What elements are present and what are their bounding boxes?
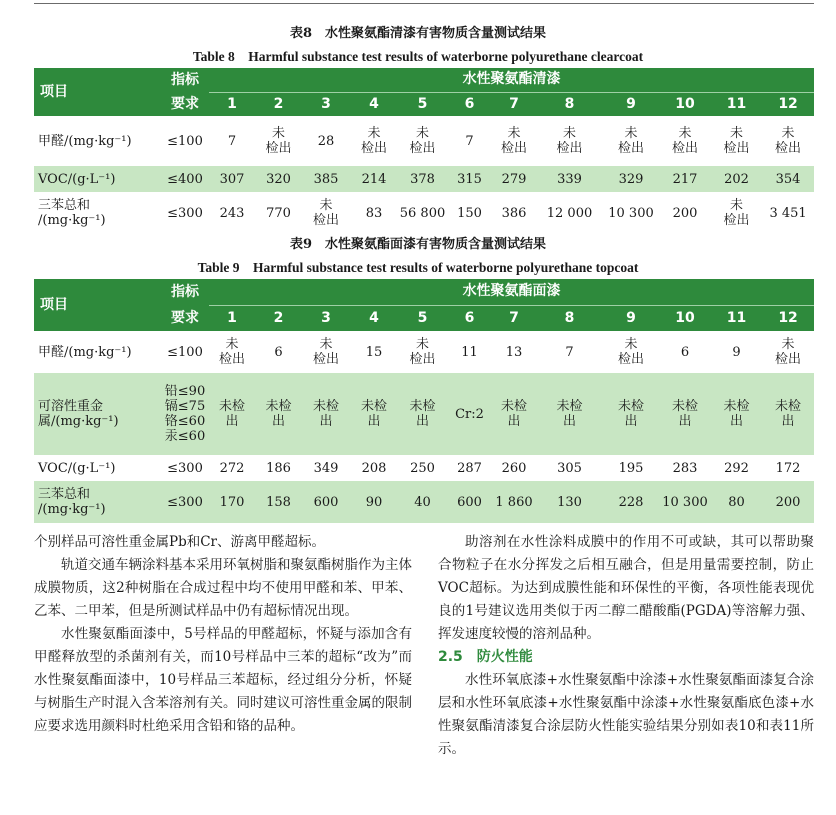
cell-value: 385	[302, 166, 350, 192]
row-item	[34, 455, 161, 481]
cell-value: 未检 出	[603, 373, 659, 455]
table-row	[34, 166, 814, 192]
row-item	[34, 192, 161, 234]
table8-body	[34, 68, 814, 234]
cell-value: 15	[350, 331, 398, 373]
cell-value: 10 300	[603, 192, 659, 234]
cell-value: 未 检出	[711, 192, 762, 234]
cell-value: 未检 出	[398, 373, 447, 455]
row-item-line: VOC/(g·L⁻¹)	[38, 171, 116, 187]
row-item-line: 三苯总和	[38, 487, 91, 502]
cell-value: 28	[302, 116, 350, 166]
cell-value: 250	[398, 455, 447, 481]
cell-value: 未 检出	[659, 116, 711, 166]
cell-value: 279	[492, 166, 536, 192]
row-item-line: 属/(mg·kg⁻¹)	[38, 414, 119, 429]
requirement-line: ≤300	[167, 494, 203, 510]
table-row	[34, 192, 814, 234]
cell-value: 未 检出	[302, 192, 350, 234]
cell-value: 272	[209, 455, 255, 481]
cell-value: 11	[447, 331, 492, 373]
cell-value: 200	[762, 481, 814, 523]
cell-value: 未 检出	[255, 116, 302, 166]
table8-caption-en: Table 8 Harmful substance test results of waterborne polyurethane clearcoat	[192, 49, 644, 64]
header-group: 水性聚氨酯清漆	[209, 68, 814, 92]
requirement-line: ≤400	[167, 171, 203, 187]
cell-value: 354	[762, 166, 814, 192]
row-requirement	[161, 116, 209, 166]
cell-value: 228	[603, 481, 659, 523]
cell-value: 83	[350, 192, 398, 234]
sample-number: 10	[659, 92, 711, 116]
cell-value: 770	[255, 192, 302, 234]
cell-value: 186	[255, 455, 302, 481]
header-row	[34, 68, 814, 92]
requirement-line: 镉≤75	[164, 399, 206, 414]
cell-value: 315	[447, 166, 492, 192]
row-item	[34, 481, 161, 523]
cell-value: 未 检出	[603, 116, 659, 166]
row-requirement	[161, 331, 209, 373]
cell-value: 202	[711, 166, 762, 192]
requirement-line: ≤100	[167, 344, 203, 360]
left-paragraph-2: 轨道交通车辆涂料基本采用环氧树脂和聚氨酯树脂作为主体成膜物质，这2种树脂在合成过程中均不使用甲醛和苯、甲苯、乙苯、二甲苯，但是所测试样品中仍有超标情况出现。	[34, 557, 412, 619]
cell-value: 200	[659, 192, 711, 234]
row-item-line: 甲醛/(mg·kg⁻¹)	[38, 133, 132, 149]
cell-value: 7	[536, 331, 603, 373]
cell-value: 287	[447, 455, 492, 481]
requirement-line: 汞≤60	[164, 429, 206, 444]
cell-value: 未 检出	[603, 331, 659, 373]
cell-value: 195	[603, 455, 659, 481]
left-paragraph-1: 个别样品可溶性重金属Pb和Cr、游离甲醛超标。	[34, 534, 326, 550]
cell-value: Cr:2	[447, 373, 492, 455]
row-requirement	[161, 373, 209, 455]
right-paragraph-1: 助溶剂在水性涂料成膜中的作用不可或缺，其可以帮助聚合物粒子在水分挥发之后相互融合，但是用量需要控制，防止VOC超标。为达到成膜性能和环保性的平衡，各项性能表现优良的1号建议选用类似于丙二醇二醋酸酯(PGDA)等溶解力强、挥发速度较慢的溶剂品种。	[438, 534, 814, 642]
sample-number: 5	[398, 92, 447, 116]
cell-value: 80	[711, 481, 762, 523]
table8	[34, 68, 814, 234]
cell-value: 214	[350, 166, 398, 192]
cell-value: 378	[398, 166, 447, 192]
cell-value: 未 检出	[209, 331, 255, 373]
sample-number: 7	[492, 92, 536, 116]
header-requirement: 指标	[161, 279, 209, 305]
sample-number: 12	[762, 92, 814, 116]
sample-number: 3	[302, 305, 350, 331]
sample-number: 11	[711, 92, 762, 116]
cell-value: 10 300	[659, 481, 711, 523]
table-row	[34, 455, 814, 481]
table9	[34, 279, 814, 523]
cell-value: 未检 出	[302, 373, 350, 455]
section-heading: 2.5 防火性能	[438, 649, 533, 665]
requirement-line: ≤300	[167, 205, 203, 221]
row-item-line: 可溶性重金	[38, 399, 104, 414]
cell-value: 未 检出	[711, 116, 762, 166]
sample-number: 5	[398, 305, 447, 331]
cell-value: 9	[711, 331, 762, 373]
cell-value: 170	[209, 481, 255, 523]
cell-value: 未检 出	[711, 373, 762, 455]
right-paragraph-2: 水性环氧底漆+水性聚氨酯中涂漆+水性聚氨酯面漆复合涂层和水性环氧底漆+水性聚氨酯中涂漆+水性聚氨酯底色漆+水性聚氨酯清漆复合涂层防火性能实验结果分别如表10和表11所示。	[438, 672, 814, 757]
cell-value: 未检 出	[350, 373, 398, 455]
cell-value: 329	[603, 166, 659, 192]
cell-value: 349	[302, 455, 350, 481]
sample-number: 12	[762, 305, 814, 331]
cell-value: 7	[447, 116, 492, 166]
row-item	[34, 166, 161, 192]
row-item	[34, 331, 161, 373]
top-rule	[34, 3, 814, 4]
cell-value: 305	[536, 455, 603, 481]
cell-value: 7	[209, 116, 255, 166]
cell-value: 6	[659, 331, 711, 373]
cell-value: 90	[350, 481, 398, 523]
cell-value: 未 检出	[492, 116, 536, 166]
cell-value: 320	[255, 166, 302, 192]
sample-number: 2	[255, 305, 302, 331]
cell-value: 600	[302, 481, 350, 523]
right-column	[438, 531, 814, 761]
row-item	[34, 116, 161, 166]
row-item-line: 三苯总和	[38, 198, 91, 213]
row-requirement	[161, 166, 209, 192]
sample-number: 8	[536, 305, 603, 331]
requirement-line: 铅≤90	[164, 384, 206, 399]
cell-value: 1 860	[492, 481, 536, 523]
table-row	[34, 481, 814, 523]
row-requirement	[161, 455, 209, 481]
requirement-line: ≤300	[167, 460, 203, 476]
header-item: 项目	[34, 279, 161, 331]
table-row	[34, 116, 814, 166]
cell-value: 未 检出	[302, 331, 350, 373]
cell-value: 未 检出	[350, 116, 398, 166]
header-row	[34, 279, 814, 305]
cell-value: 600	[447, 481, 492, 523]
sample-number: 11	[711, 305, 762, 331]
header-requirement: 指标	[161, 68, 209, 92]
cell-value: 未检 出	[659, 373, 711, 455]
sample-number: 4	[350, 305, 398, 331]
row-item	[34, 373, 161, 455]
cell-value: 56 800	[398, 192, 447, 234]
header-group: 水性聚氨酯面漆	[209, 279, 814, 305]
cell-value: 208	[350, 455, 398, 481]
left-paragraph-3: 水性聚氨酯面漆中，5号样品的甲醛超标，怀疑与添加含有甲醛释放型的杀菌剂有关，而10号样品中三苯的超标“改为”而水性聚氨酯面漆中，10号样品三苯超标，经过组分分析，怀疑与树脂生产时混入含苯溶剂有关。同时建议可溶性重金属的限制应要求选用颜料时杜绝采用含铅和铬的品种。	[34, 626, 412, 734]
table9-caption-en: Table 9 Harmful substance test results of waterborne polyurethane topcoat	[197, 260, 639, 275]
cell-value: 292	[711, 455, 762, 481]
sample-number: 1	[209, 305, 255, 331]
requirement-line: 铬≤60	[164, 414, 206, 429]
table-row	[34, 331, 814, 373]
row-item-line: VOC/(g·L⁻¹)	[38, 460, 116, 476]
cell-value: 未 检出	[762, 331, 814, 373]
header-requirement: 要求	[161, 305, 209, 331]
sample-number: 6	[447, 92, 492, 116]
requirement-line: ≤100	[167, 133, 203, 149]
cell-value: 130	[536, 481, 603, 523]
header-requirement: 要求	[161, 92, 209, 116]
cell-value: 307	[209, 166, 255, 192]
table-row	[34, 373, 814, 455]
cell-value: 未 检出	[398, 116, 447, 166]
cell-value: 172	[762, 455, 814, 481]
row-requirement	[161, 481, 209, 523]
row-item-line: /(mg·kg⁻¹)	[38, 502, 106, 517]
cell-value: 6	[255, 331, 302, 373]
cell-value: 未检 出	[492, 373, 536, 455]
table9-body	[34, 279, 814, 523]
cell-value: 283	[659, 455, 711, 481]
row-item-line: /(mg·kg⁻¹)	[38, 213, 106, 228]
table9-caption-cn: 表9 水性聚氨酯面漆有害物质含量测试结果	[289, 237, 547, 252]
header-item: 项目	[34, 68, 161, 116]
cell-value: 243	[209, 192, 255, 234]
cell-value: 40	[398, 481, 447, 523]
cell-value: 未 检出	[536, 116, 603, 166]
sample-number: 7	[492, 305, 536, 331]
cell-value: 12 000	[536, 192, 603, 234]
cell-value: 386	[492, 192, 536, 234]
sample-number: 9	[603, 305, 659, 331]
cell-value: 3 451	[762, 192, 814, 234]
sample-number: 8	[536, 92, 603, 116]
sample-number: 1	[209, 92, 255, 116]
cell-value: 未 检出	[398, 331, 447, 373]
cell-value: 217	[659, 166, 711, 192]
cell-value: 339	[536, 166, 603, 192]
cell-value: 158	[255, 481, 302, 523]
sample-number: 6	[447, 305, 492, 331]
cell-value: 未检 出	[536, 373, 603, 455]
cell-value: 260	[492, 455, 536, 481]
cell-value: 未检 出	[762, 373, 814, 455]
left-column	[34, 531, 412, 738]
cell-value: 13	[492, 331, 536, 373]
sample-number: 9	[603, 92, 659, 116]
table8-caption-cn: 表8 水性聚氨酯清漆有害物质含量测试结果	[289, 26, 547, 41]
cell-value: 150	[447, 192, 492, 234]
cell-value: 未检 出	[209, 373, 255, 455]
sample-number: 4	[350, 92, 398, 116]
cell-value: 未 检出	[762, 116, 814, 166]
sample-number: 10	[659, 305, 711, 331]
row-requirement	[161, 192, 209, 234]
cell-value: 未检 出	[255, 373, 302, 455]
row-item-line: 甲醛/(mg·kg⁻¹)	[38, 344, 132, 360]
sample-number: 2	[255, 92, 302, 116]
sample-number: 3	[302, 92, 350, 116]
